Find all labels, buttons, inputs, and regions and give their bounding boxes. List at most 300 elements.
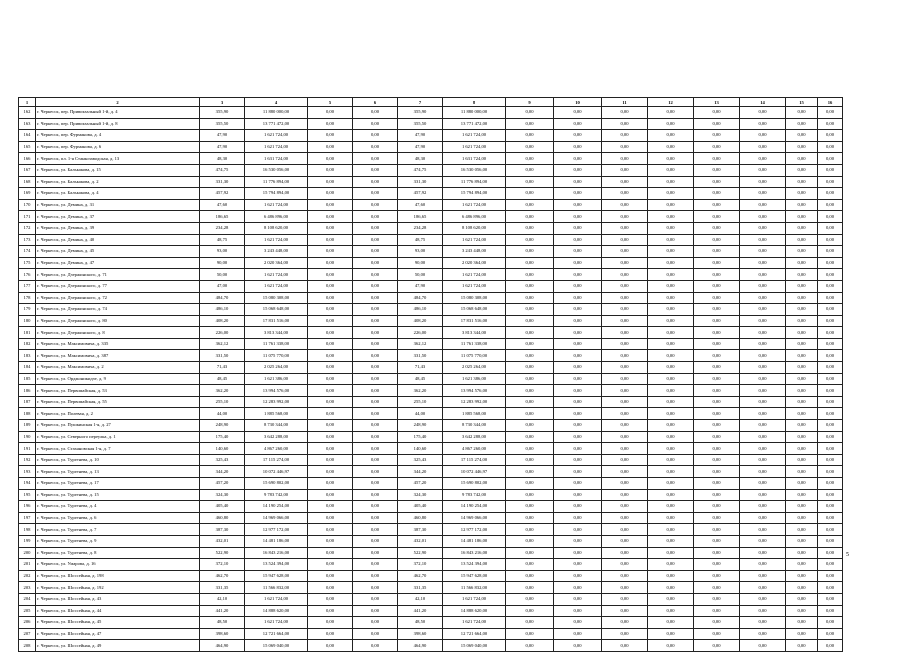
value-cell: 0,00 <box>554 246 602 258</box>
column-number-4: 4 <box>245 98 308 107</box>
table-row <box>19 420 843 432</box>
value-cell: 0,00 <box>694 118 740 130</box>
value-cell: 0,00 <box>818 350 843 362</box>
address-cell: г. Черкесск, ул. Шоссейная, д. 49 <box>36 640 200 652</box>
value-cell: 0,00 <box>506 559 554 571</box>
column-number-13: 13 <box>694 98 740 107</box>
value-cell: 0,00 <box>694 570 740 582</box>
value-cell: 1 631 724,00 <box>443 153 506 165</box>
column-number-1: 1 <box>19 98 36 107</box>
value-cell: 0,00 <box>818 234 843 246</box>
value-cell: 344,20 <box>200 466 245 478</box>
value-cell: 0,00 <box>694 176 740 188</box>
value-cell: 0,00 <box>554 593 602 605</box>
value-cell: 0,00 <box>602 199 648 211</box>
value-cell: 0,00 <box>818 512 843 524</box>
value-cell: 0,00 <box>308 617 353 629</box>
value-cell: 1 621 724,00 <box>245 269 308 281</box>
value-cell: 0,00 <box>308 176 353 188</box>
value-cell: 0,00 <box>818 188 843 200</box>
value-cell: 0,00 <box>786 489 818 501</box>
value-cell: 0,00 <box>602 362 648 374</box>
value-cell: 0,00 <box>506 640 554 652</box>
value-cell: 0,00 <box>786 130 818 142</box>
value-cell: 0,00 <box>353 107 398 119</box>
value-cell: 0,00 <box>506 350 554 362</box>
value-cell: 0,00 <box>694 280 740 292</box>
value-cell: 0,00 <box>694 130 740 142</box>
value-cell: 0,00 <box>694 431 740 443</box>
table-row <box>19 373 843 385</box>
value-cell: 0,00 <box>818 176 843 188</box>
value-cell: 0,00 <box>308 466 353 478</box>
value-cell: 0,00 <box>740 443 786 455</box>
address-cell: г. Черкесск, ул. Дзержинского, д. 71 <box>36 269 200 281</box>
table-row <box>19 582 843 594</box>
value-cell: 0,00 <box>506 385 554 397</box>
address-cell: г. Черкесск, ул. Шоссейная, д. 192 <box>36 582 200 594</box>
row-number-cell: 197 <box>19 512 36 524</box>
value-cell: 0,00 <box>648 443 694 455</box>
value-cell: 0,00 <box>353 617 398 629</box>
row-number-cell: 179 <box>19 304 36 316</box>
value-cell: 0,00 <box>602 304 648 316</box>
value-cell: 0,00 <box>786 582 818 594</box>
value-cell: 0,00 <box>506 211 554 223</box>
value-cell: 457,20 <box>398 478 443 490</box>
value-cell: 175,40 <box>398 431 443 443</box>
value-cell: 0,00 <box>308 628 353 640</box>
value-cell: 0,00 <box>694 269 740 281</box>
value-cell: 15 068 648,00 <box>245 304 308 316</box>
value-cell: 186,65 <box>200 211 245 223</box>
value-cell: 0,00 <box>506 535 554 547</box>
address-cell: г. Черкесск, ул. Балькакова, д. 15 <box>36 164 200 176</box>
value-cell: 0,00 <box>740 164 786 176</box>
value-cell: 47,60 <box>200 199 245 211</box>
value-cell: 11 880 000,00 <box>443 107 506 119</box>
value-cell: 10 072 446,97 <box>245 466 308 478</box>
value-cell: 16 530 056,00 <box>245 164 308 176</box>
value-cell: 0,00 <box>786 107 818 119</box>
column-number-16: 16 <box>818 98 843 107</box>
value-cell: 0,00 <box>506 420 554 432</box>
value-cell: 0,00 <box>353 547 398 559</box>
value-cell: 0,00 <box>740 628 786 640</box>
value-cell: 12 283 992,00 <box>443 396 506 408</box>
value-cell: 0,00 <box>602 327 648 339</box>
value-cell: 0,00 <box>554 385 602 397</box>
table-row <box>19 443 843 455</box>
value-cell: 0,00 <box>818 292 843 304</box>
value-cell: 0,00 <box>694 304 740 316</box>
value-cell: 0,00 <box>308 199 353 211</box>
value-cell: 0,00 <box>648 107 694 119</box>
value-cell: 0,00 <box>786 420 818 432</box>
value-cell: 0,00 <box>740 362 786 374</box>
value-cell: 186,65 <box>398 211 443 223</box>
value-cell: 0,00 <box>353 420 398 432</box>
value-cell: 0,00 <box>602 535 648 547</box>
value-cell: 372,10 <box>398 559 443 571</box>
value-cell: 0,00 <box>554 280 602 292</box>
value-cell: 0,00 <box>353 141 398 153</box>
value-cell: 0,00 <box>694 141 740 153</box>
value-cell: 0,00 <box>740 327 786 339</box>
row-number-cell: 196 <box>19 501 36 513</box>
value-cell: 0,00 <box>648 593 694 605</box>
value-cell: 0,00 <box>786 559 818 571</box>
value-cell: 0,00 <box>786 408 818 420</box>
value-cell: 0,00 <box>554 443 602 455</box>
table-row <box>19 304 843 316</box>
value-cell: 0,00 <box>740 373 786 385</box>
value-cell: 11 566 832,00 <box>245 582 308 594</box>
value-cell: 0,00 <box>818 408 843 420</box>
value-cell: 15 947 628,00 <box>245 570 308 582</box>
value-cell: 0,00 <box>506 188 554 200</box>
value-cell: 0,00 <box>648 605 694 617</box>
value-cell: 0,00 <box>694 385 740 397</box>
value-cell: 0,00 <box>786 535 818 547</box>
value-cell: 0,00 <box>554 164 602 176</box>
value-cell: 15 068 648,00 <box>443 304 506 316</box>
value-cell: 0,00 <box>308 130 353 142</box>
address-cell: г. Черкесск, ул. Умарова, д. 16 <box>36 559 200 571</box>
row-number-cell: 166 <box>19 153 36 165</box>
value-cell: 0,00 <box>308 350 353 362</box>
value-cell: 0,00 <box>308 304 353 316</box>
row-number-cell: 198 <box>19 524 36 536</box>
value-cell: 0,00 <box>648 466 694 478</box>
value-cell: 1 631 724,00 <box>245 153 308 165</box>
address-cell: г. Черкесск, ул. Максимовича, д. 335 <box>36 338 200 350</box>
value-cell: 0,00 <box>694 559 740 571</box>
table-row <box>19 559 843 571</box>
row-number-cell: 191 <box>19 443 36 455</box>
address-cell: г. Черкесск, ул. Шоссейная, д. 45 <box>36 617 200 629</box>
value-cell: 0,00 <box>602 501 648 513</box>
value-cell: 0,00 <box>648 327 694 339</box>
value-cell: 0,00 <box>506 292 554 304</box>
value-cell: 0,00 <box>786 327 818 339</box>
value-cell: 0,00 <box>694 199 740 211</box>
value-cell: 0,00 <box>308 338 353 350</box>
value-cell: 0,00 <box>353 385 398 397</box>
table-row <box>19 141 843 153</box>
value-cell: 0,00 <box>740 408 786 420</box>
value-cell: 0,00 <box>602 559 648 571</box>
value-cell: 248,90 <box>398 420 443 432</box>
value-cell: 0,00 <box>506 373 554 385</box>
value-cell: 0,00 <box>308 107 353 119</box>
row-number-cell: 189 <box>19 420 36 432</box>
value-cell: 0,00 <box>602 593 648 605</box>
value-cell: 48,45 <box>200 373 245 385</box>
value-cell: 0,00 <box>740 547 786 559</box>
value-cell: 15 069 040,00 <box>443 640 506 652</box>
value-cell: 0,00 <box>554 582 602 594</box>
value-cell: 0,00 <box>308 222 353 234</box>
value-cell: 140,60 <box>200 443 245 455</box>
value-cell: 0,00 <box>602 315 648 327</box>
value-cell: 0,00 <box>602 489 648 501</box>
value-cell: 0,00 <box>308 188 353 200</box>
value-cell: 3 813 344,00 <box>245 327 308 339</box>
value-cell: 0,00 <box>554 211 602 223</box>
value-cell: 0,00 <box>308 454 353 466</box>
table-row <box>19 408 843 420</box>
value-cell: 93,00 <box>200 246 245 258</box>
value-cell: 0,00 <box>648 396 694 408</box>
column-number-12: 12 <box>648 98 694 107</box>
value-cell: 4 867 260,00 <box>443 443 506 455</box>
value-cell: 71,43 <box>200 362 245 374</box>
address-cell: г. Черкесск, ул. Тургенева, д. 9 <box>36 535 200 547</box>
value-cell: 0,00 <box>648 246 694 258</box>
row-number-cell: 182 <box>19 338 36 350</box>
value-cell: 0,00 <box>602 280 648 292</box>
value-cell: 0,00 <box>740 478 786 490</box>
address-cell: г. Черкесск, ул. Демина, д. 39 <box>36 222 200 234</box>
value-cell: 0,00 <box>506 443 554 455</box>
value-cell: 0,00 <box>308 501 353 513</box>
table-row <box>19 280 843 292</box>
address-cell: г. Черкесск, пер. Привокзальный 1-й, д. 4 <box>36 107 200 119</box>
value-cell: 0,00 <box>818 559 843 571</box>
row-number-cell: 192 <box>19 454 36 466</box>
value-cell: 0,00 <box>353 501 398 513</box>
value-cell: 0,00 <box>694 524 740 536</box>
value-cell: 0,00 <box>694 489 740 501</box>
value-cell: 0,00 <box>602 176 648 188</box>
value-cell: 0,00 <box>648 559 694 571</box>
value-cell: 362,20 <box>200 385 245 397</box>
value-cell: 0,00 <box>308 559 353 571</box>
value-cell: 0,00 <box>740 222 786 234</box>
value-cell: 0,00 <box>353 431 398 443</box>
value-cell: 0,00 <box>602 408 648 420</box>
value-cell: 0,00 <box>602 547 648 559</box>
value-cell: 0,00 <box>740 396 786 408</box>
address-cell: г. Черкесск, ул. Максимовича, д. 387 <box>36 350 200 362</box>
value-cell: 0,00 <box>602 153 648 165</box>
value-cell: 14 969 066,00 <box>245 512 308 524</box>
value-cell: 1 621 724,00 <box>245 593 308 605</box>
value-cell: 0,00 <box>506 118 554 130</box>
value-cell: 398,60 <box>200 628 245 640</box>
value-cell: 0,00 <box>308 593 353 605</box>
row-number-cell: 185 <box>19 373 36 385</box>
value-cell: 0,00 <box>353 153 398 165</box>
row-number-cell: 163 <box>19 118 36 130</box>
value-cell: 0,00 <box>554 605 602 617</box>
value-cell: 0,00 <box>818 338 843 350</box>
value-cell: 0,00 <box>554 257 602 269</box>
value-cell: 0,00 <box>740 141 786 153</box>
value-cell: 0,00 <box>506 408 554 420</box>
row-number-cell: 186 <box>19 385 36 397</box>
value-cell: 0,00 <box>786 176 818 188</box>
value-cell: 408,20 <box>398 315 443 327</box>
address-cell: г. Черкесск, ул. Первомайская, д. 53 <box>36 385 200 397</box>
value-cell: 4 867 260,00 <box>245 443 308 455</box>
value-cell: 0,00 <box>353 559 398 571</box>
value-cell: 0,00 <box>740 454 786 466</box>
value-cell: 0,00 <box>648 315 694 327</box>
value-cell: 0,00 <box>602 246 648 258</box>
value-cell: 1 621 386,00 <box>245 373 308 385</box>
value-cell: 0,00 <box>308 524 353 536</box>
value-cell: 464,90 <box>398 640 443 652</box>
value-cell: 15 080 308,00 <box>245 292 308 304</box>
value-cell: 0,00 <box>506 153 554 165</box>
address-cell: г. Черкесск, ул. Тургенева, д. 7 <box>36 524 200 536</box>
value-cell: 0,00 <box>506 466 554 478</box>
value-cell: 0,00 <box>740 153 786 165</box>
value-cell: 0,00 <box>506 304 554 316</box>
value-cell: 11 566 832,00 <box>443 582 506 594</box>
value-cell: 0,00 <box>554 130 602 142</box>
table-row <box>19 593 843 605</box>
row-number-cell: 200 <box>19 547 36 559</box>
value-cell: 2 025 264,00 <box>245 362 308 374</box>
value-cell: 6 486 896,00 <box>443 211 506 223</box>
value-cell: 0,00 <box>818 269 843 281</box>
value-cell: 0,00 <box>694 617 740 629</box>
value-cell: 0,00 <box>602 118 648 130</box>
value-cell: 474,75 <box>398 164 443 176</box>
value-cell: 0,00 <box>506 617 554 629</box>
value-cell: 0,00 <box>308 292 353 304</box>
value-cell: 14 481 186,00 <box>245 535 308 547</box>
value-cell: 0,00 <box>818 501 843 513</box>
value-cell: 1 621 724,00 <box>443 199 506 211</box>
value-cell: 0,00 <box>602 466 648 478</box>
value-cell: 0,00 <box>818 466 843 478</box>
value-cell: 0,00 <box>786 211 818 223</box>
value-cell: 0,00 <box>818 593 843 605</box>
column-number-7: 7 <box>398 98 443 107</box>
value-cell: 0,00 <box>818 443 843 455</box>
value-cell: 12 721 664,00 <box>245 628 308 640</box>
value-cell: 0,00 <box>786 246 818 258</box>
row-number-cell: 164 <box>19 130 36 142</box>
value-cell: 0,00 <box>740 593 786 605</box>
row-number-cell: 169 <box>19 188 36 200</box>
value-cell: 1 621 724,00 <box>443 234 506 246</box>
value-cell: 0,00 <box>818 280 843 292</box>
value-cell: 0,00 <box>648 512 694 524</box>
column-number-6: 6 <box>353 98 398 107</box>
value-cell: 0,00 <box>694 222 740 234</box>
value-cell: 0,00 <box>740 512 786 524</box>
address-cell: г. Черкесск, ул. Демина, д. 31 <box>36 199 200 211</box>
value-cell: 355,90 <box>398 107 443 119</box>
value-cell: 0,00 <box>740 269 786 281</box>
value-cell: 47,90 <box>200 141 245 153</box>
value-cell: 0,00 <box>694 107 740 119</box>
value-cell: 0,00 <box>740 466 786 478</box>
value-cell: 441,20 <box>398 605 443 617</box>
value-cell: 0,00 <box>694 373 740 385</box>
row-number-cell: 173 <box>19 234 36 246</box>
address-cell: г. Черкесск, пер. Фурманова, д. 4 <box>36 130 200 142</box>
value-cell: 0,00 <box>786 118 818 130</box>
value-cell: 486,10 <box>200 304 245 316</box>
table-row <box>19 466 843 478</box>
value-cell: 0,00 <box>818 315 843 327</box>
value-cell: 13 994 576,00 <box>443 385 506 397</box>
value-cell: 0,00 <box>506 164 554 176</box>
value-cell: 0,00 <box>554 199 602 211</box>
value-cell: 0,00 <box>740 420 786 432</box>
value-cell: 0,00 <box>554 570 602 582</box>
value-cell: 0,00 <box>648 570 694 582</box>
value-cell: 48,75 <box>200 234 245 246</box>
table-row <box>19 617 843 629</box>
value-cell: 331,35 <box>398 582 443 594</box>
value-cell: 0,00 <box>353 269 398 281</box>
value-cell: 1 621 724,00 <box>245 130 308 142</box>
value-cell: 0,00 <box>602 443 648 455</box>
value-cell: 0,00 <box>308 280 353 292</box>
value-cell: 0,00 <box>740 315 786 327</box>
value-cell: 0,00 <box>648 130 694 142</box>
value-cell: 0,00 <box>308 234 353 246</box>
value-cell: 44,00 <box>200 408 245 420</box>
address-cell: г. Черкесск, ул. Дзержинского, д. 72 <box>36 292 200 304</box>
row-number-cell: 203 <box>19 582 36 594</box>
value-cell: 0,00 <box>506 234 554 246</box>
row-number-cell: 207 <box>19 628 36 640</box>
value-cell: 0,00 <box>818 524 843 536</box>
value-cell: 44,00 <box>398 408 443 420</box>
value-cell: 408,20 <box>200 315 245 327</box>
value-cell: 0,00 <box>554 292 602 304</box>
value-cell: 0,00 <box>648 385 694 397</box>
value-cell: 0,00 <box>740 385 786 397</box>
value-cell: 226,00 <box>200 327 245 339</box>
value-cell: 0,00 <box>694 234 740 246</box>
value-cell: 0,00 <box>648 176 694 188</box>
value-cell: 11 776 894,00 <box>245 176 308 188</box>
value-cell: 9 783 742,00 <box>443 489 506 501</box>
row-number-cell: 176 <box>19 269 36 281</box>
value-cell: 0,00 <box>694 153 740 165</box>
address-cell: г. Черкесск, ул. Пушкинская 1-я, д. 27 <box>36 420 200 432</box>
value-cell: 0,00 <box>554 350 602 362</box>
value-cell: 0,00 <box>648 269 694 281</box>
value-cell: 0,00 <box>648 454 694 466</box>
value-cell: 9 783 742,00 <box>245 489 308 501</box>
value-cell: 1 621 724,00 <box>443 269 506 281</box>
value-cell: 0,00 <box>353 373 398 385</box>
value-cell: 0,00 <box>308 315 353 327</box>
value-cell: 0,00 <box>506 141 554 153</box>
page-number: 5 <box>846 552 849 558</box>
value-cell: 0,00 <box>554 327 602 339</box>
value-cell: 0,00 <box>786 466 818 478</box>
value-cell: 324,30 <box>200 489 245 501</box>
value-cell: 432,01 <box>200 535 245 547</box>
value-cell: 0,00 <box>786 269 818 281</box>
value-cell: 71,43 <box>398 362 443 374</box>
value-cell: 0,00 <box>818 454 843 466</box>
value-cell: 16 530 056,00 <box>443 164 506 176</box>
value-cell: 226,00 <box>398 327 443 339</box>
value-cell: 0,00 <box>740 107 786 119</box>
